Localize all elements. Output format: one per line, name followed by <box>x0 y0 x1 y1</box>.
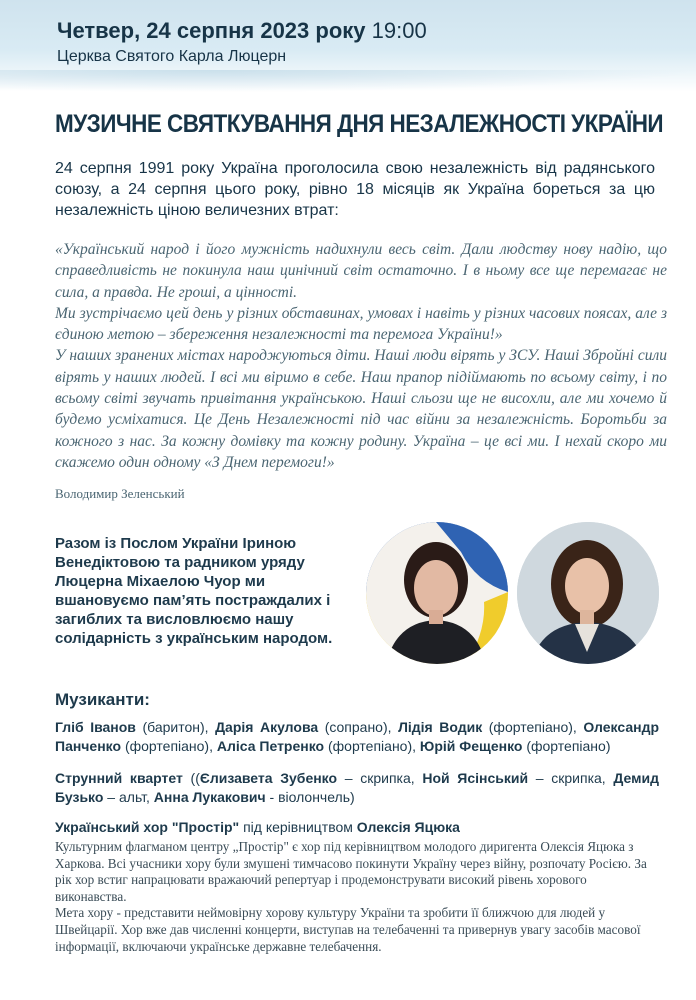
musician-role: (фортепіано), <box>482 719 584 735</box>
event-date-text: Четвер, 24 серпня 2023 року <box>57 18 366 43</box>
ambassador-photo <box>366 522 508 664</box>
event-venue: Церква Святого Карла Люцерн <box>57 48 287 65</box>
quartet-member-name: Єлизавета Зубенко <box>199 770 338 786</box>
quote-paragraph-3: У наших зранених містах народжуються діти. Наші люди вірять у ЗСУ. Наші Збройні сили вірять у наших людей. І всі ми віримо в себе. Наш прапор підіймають по всьому світу, і по всьому світі звучать привітання українською. Наші сльози ще не висохли, але ми хочемо й будемо усміхатися. Це День Незалежності під час війни за незалежність. Боротьби за кожного з нас. За кожну домівку та кожну родину. Україна – це всі ми. І нехай скоро ми скажемо один одному «З Днем перемоги!» <box>55 347 667 471</box>
musician-role: (баритон), <box>135 719 216 735</box>
musicians-list <box>55 718 659 756</box>
quartet-member-role: – альт, <box>103 789 154 805</box>
page-title: МУЗИЧНЕ СВЯТКУВАННЯ ДНЯ НЕЗАЛЕЖНОСТІ УКРАЇНИ <box>55 110 664 138</box>
quartet-member-role: - віолончель) <box>265 789 355 805</box>
musician-name: Гліб Іванов <box>55 719 136 735</box>
event-time: 19:00 <box>371 18 427 43</box>
musician-role: (сопрано), <box>318 719 399 735</box>
quote-author: Володимир Зеленський <box>55 486 185 501</box>
quote-paragraph-2: Ми зустрічаємо цей день у різних обставинах, умовах і навіть у різних часових поясах, але з єдиною метою – збереження незалежності та перемога України!» <box>55 304 667 344</box>
quartet-member-name: Анна Лукакович <box>153 789 266 805</box>
councillor-portrait-icon <box>517 522 659 664</box>
ambassador-portrait-icon <box>366 522 508 664</box>
musician-name: Аліса Петренко <box>216 738 325 754</box>
choir-leader: Олексія Яцюка <box>356 819 460 835</box>
string-quartet <box>55 769 659 807</box>
musician-role: (фортепіано) <box>522 738 611 754</box>
choir-heading <box>55 819 460 835</box>
quartet-member-name: Демид Бузько <box>55 770 659 805</box>
musician-name: Юрій Фещенко <box>419 738 523 754</box>
musician-name: Лідія Водик <box>398 719 483 735</box>
choir-paragraph-1: Культурним флагманом центру „Простір" є хор під керівництвом молодого диригента Олексія Яцюка з Харкова. Всі учасники хору були змушені тимчасово покинути Україну через війну, розпочату Росією. За рік хор встиг напрацювати вражаючий репертуар і продемонструвати високий рівень хорового виконавства. <box>55 839 647 904</box>
quartet-member-name: Ной Ясінський <box>422 770 529 786</box>
musician-name: Олександр Панченко <box>55 719 660 754</box>
choir-description <box>55 839 659 955</box>
musician-name: Дарія Акулова <box>215 719 319 735</box>
councillor-photo <box>517 522 659 664</box>
quartet-label: Струнний квартет <box>55 770 183 786</box>
choir-paragraph-2: Мета хору - представити неймовірну хорову культуру України та зробити її ближчою для людей у Швейцарії. Хор вже дав численні концерти, виступав на телебаченні та привернув увагу засобів масової інформації, включаючи українське державне телебачення. <box>55 905 641 954</box>
zelensky-quote <box>55 239 667 473</box>
event-date <box>57 18 427 44</box>
quartet-member-role: – скрипка, <box>337 770 423 786</box>
musician-role: (фортепіано), <box>324 738 420 754</box>
quartet-open: (( <box>182 770 200 786</box>
quote-paragraph-1: «Український народ і його мужність надихнули весь світ. Дали людству нову надію, що справедливість не покинула наш цинічний світ остаточно. І в ньому все ще перемагає не сила, а правда. Не гроші, а цінності. <box>55 241 667 301</box>
choir-mid: під керівництвом <box>239 819 357 835</box>
musician-role: (фортепіано), <box>121 738 217 754</box>
musicians-heading: Музиканти: <box>55 690 150 709</box>
choir-name: Український хор "Простір" <box>55 819 240 835</box>
intro-paragraph: 24 серпня 1991 року Україна проголосила свою незалежність від радянського союзу, а 24 серпня цього року, рівно 18 місяців як Україна бореться за цю незалежність ціною величезних втрат: <box>55 160 655 219</box>
quartet-member-role: – скрипка, <box>528 770 614 786</box>
solidarity-statement: Разом із Послом України Іриною Венедіктовою та радником уряду Люцерна Міхаелою Чуор ми вшановуємо пам’ять постраждалих і загиблих та висловлюємо нашу солідарність з українським народом. <box>55 535 333 647</box>
header-banner <box>0 0 696 92</box>
